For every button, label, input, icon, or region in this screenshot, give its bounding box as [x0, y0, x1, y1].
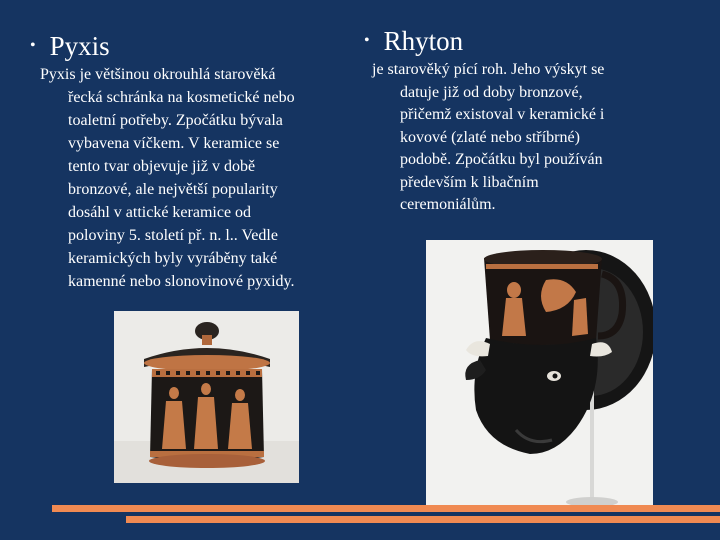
- rhyton-title: Rhyton: [383, 26, 464, 56]
- text-line: datuje již od doby bronzové,: [400, 83, 583, 101]
- text-line: poloviny 5. století př. n. l.. Vedle: [68, 227, 278, 244]
- text-line: kovové (zlaté nebo stříbrné): [400, 128, 580, 146]
- text-line: podobě. Zpočátku byl používán: [400, 151, 603, 168]
- text-line: kamenné nebo slonovinové pyxidy.: [68, 273, 295, 290]
- text-line: ceremoniálům.: [400, 196, 496, 213]
- text-line: Pyxis je většinou okrouhlá starověká: [40, 66, 276, 83]
- text-line: je starověký pící roh. Jeho výskyt se: [372, 61, 605, 78]
- text-line: toaletní potřeby. Zpočátku bývala: [68, 112, 283, 129]
- text-line: vybavena víčkem. V keramice se: [68, 135, 280, 152]
- bullet-icon: •: [364, 32, 370, 49]
- text-line: především k libačním: [400, 173, 539, 191]
- text-line: bronzové, ale největší popularity: [68, 181, 278, 198]
- text-line: řecká schránka na kosmetické nebo: [68, 89, 295, 106]
- rhyton-photo: [426, 240, 653, 512]
- pyxis-description: [40, 63, 360, 293]
- pyxis-heading: [30, 31, 110, 61]
- pyxis-photo: [114, 311, 299, 483]
- rhyton-heading: [364, 26, 463, 56]
- accent-stripe: [126, 516, 720, 523]
- text-line: keramických byly vyráběny také: [68, 250, 278, 267]
- rhyton-description: [372, 59, 692, 217]
- text-line: dosáhl v attické keramice od: [68, 204, 252, 221]
- text-line: přičemž existoval v keramické i: [400, 106, 605, 123]
- pyxis-title: Pyxis: [49, 31, 110, 61]
- accent-stripe: [52, 505, 720, 512]
- text-line: tento tvar objevuje již v době: [68, 158, 256, 175]
- bullet-icon: •: [30, 37, 36, 54]
